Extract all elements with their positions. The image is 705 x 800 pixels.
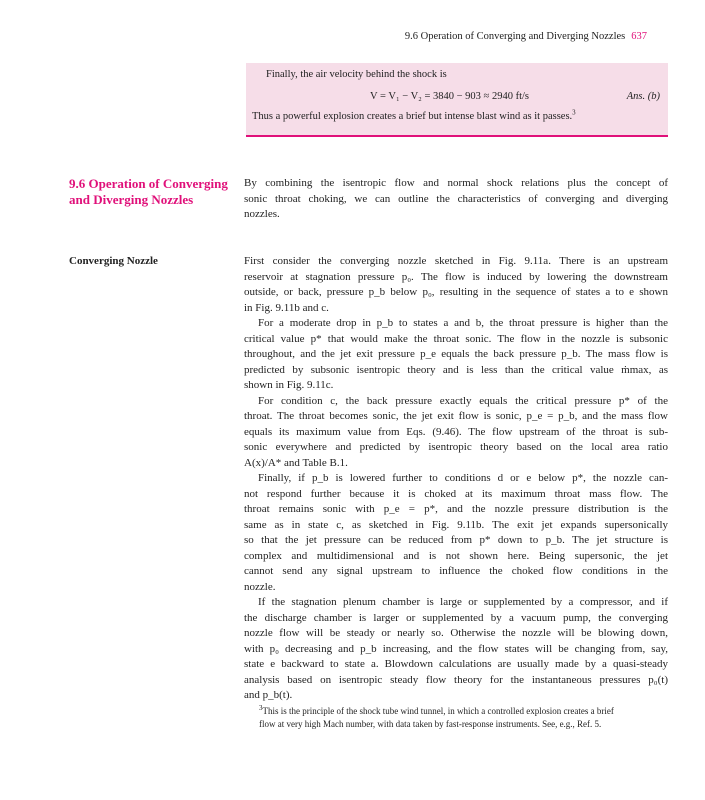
text-line: throat. The throat becomes sonic, the jet exit flow is sonic, p_e = p_b, and the mass flow — [244, 410, 668, 422]
paragraph-3 — [244, 394, 668, 472]
text-line: so that the jet pressure can be reduced from p* down to p_b. The jet structure is — [244, 534, 668, 546]
header-title-text: 9.6 Operation of Converging and Diverging Nozzles — [404, 31, 626, 42]
text-line: sonic throat choking, we can outline the characteristics of converging and diverging — [244, 192, 668, 205]
page-number: 637 — [631, 31, 647, 42]
text-line: same as in state c, as sketched in Fig. 9.11b. The exit jet expands supersonically — [244, 518, 668, 531]
text-line: For condition c, the back pressure exactly equals the critical pressure p* of the — [258, 394, 668, 407]
box-line-3-text: Thus a powerful explosion creates a brief but intense blast wind as it passes. — [252, 111, 573, 122]
text-line: outside, or back, pressure p_b below p₀, resulting in the sequence of states a to e shown — [244, 286, 668, 298]
footnote-line-2: flow at very high Mach number, with data taken by fast-response instruments. See, e.g., Ref. 5. — [259, 719, 602, 729]
text-line: shown in Fig. 9.11c. — [244, 379, 334, 391]
text-line: critical value p* that would make the throat sonic. The flow in the nozzle is subsonic — [244, 332, 668, 345]
text-line: A(x)/A* and Table B.1. — [244, 456, 348, 469]
text-line: nozzles. — [244, 208, 280, 220]
text-line: not respond further because it is choked at its maximum throat mass flow. The — [244, 487, 668, 500]
text-line: First consider the converging nozzle sketched in Fig. 9.11a. There is an upstream — [244, 255, 668, 267]
text-line: predicted by subsonic isentropic theory and is less than the critical value ṁmax, as — [244, 363, 668, 376]
subsection-heading: Converging Nozzle — [69, 255, 158, 267]
text-line: reservoir at stagnation pressure p₀. The flow is induced by lowering the downstream — [244, 270, 668, 283]
text-line: complex and multidimensional and is not shown here. Being supersonic, the jet — [244, 549, 668, 562]
text-line: with p₀ decreasing and p_b increasing, and the flow states will be changing from, say, — [244, 642, 668, 655]
velocity-equation: V = V₁ − V₂ = 3840 − 903 ≈ 2940 ft/s — [370, 91, 529, 102]
text-line: cannot send any signal upstream to influence the choked flow conditions in the — [244, 565, 668, 577]
text-line: nozzle. — [244, 580, 276, 593]
text-line: throughout, and the jet exit pressure p_e equals the back pressure p_b. The mass flow is — [244, 348, 668, 360]
paragraph-1 — [244, 254, 668, 316]
text-line: state e backward to state a. Blowdown calculations are usually made by a quasi-steady — [244, 658, 668, 670]
text-line: and p_b(t). — [244, 689, 293, 701]
header-title — [405, 31, 647, 42]
paragraph-4 — [244, 471, 668, 595]
text-line: By combining the isentropic flow and normal shock relations plus the concept of — [244, 177, 668, 189]
text-line: nozzle flow will be steady or nearly so. Otherwise the nozzle will be blowing down, — [244, 627, 668, 639]
paragraph-2 — [244, 316, 668, 394]
box-line-3 — [252, 108, 576, 122]
text-line: the discharge chamber is larger or supplemented by a vacuum pump, the converging — [244, 611, 668, 624]
text-line: Finally, if p_b is lowered further to conditions d or e below p*, the nozzle can- — [258, 472, 668, 484]
section-heading: 9.6 Operation of Converging and Diverging Nozzles — [69, 176, 228, 207]
text-line: analysis based on isentropic steady flow theory for the instantaneous pressures p₀(t) — [244, 673, 668, 686]
text-line: throat remains sonic with p_e = p*, and the nozzle pressure distribution is the — [244, 503, 668, 515]
paragraph-5 — [244, 595, 668, 704]
text-line: equals its maximum value from Eqs. (9.46). The flow upstream of the throat is sub- — [244, 425, 668, 438]
example-conclusion-box — [246, 63, 668, 137]
footnote-mark: 3 — [259, 704, 263, 712]
text-line: in Fig. 9.11b and c. — [244, 301, 329, 314]
text-line: If the stagnation plenum chamber is large or supplemented by a compressor, and if — [258, 596, 668, 608]
box-line-1: Finally, the air velocity behind the shock is — [266, 69, 447, 80]
footnote-ref: 3 — [572, 108, 576, 117]
text-line: sonic everywhere and predicted by isentropic theory based on the local area ratio — [244, 441, 668, 453]
intro-paragraph — [244, 176, 668, 223]
footnote — [259, 705, 669, 731]
footnote-line-1-text: This is the principle of the shock tube wind tunnel, in which a controlled explosion creates a brief — [262, 706, 614, 716]
text-line: For a moderate drop in p_b to states a and b, the throat pressure is higher than the — [258, 317, 668, 329]
answer-label: Ans. (b) — [626, 91, 660, 102]
footnote-line-1 — [259, 705, 669, 718]
